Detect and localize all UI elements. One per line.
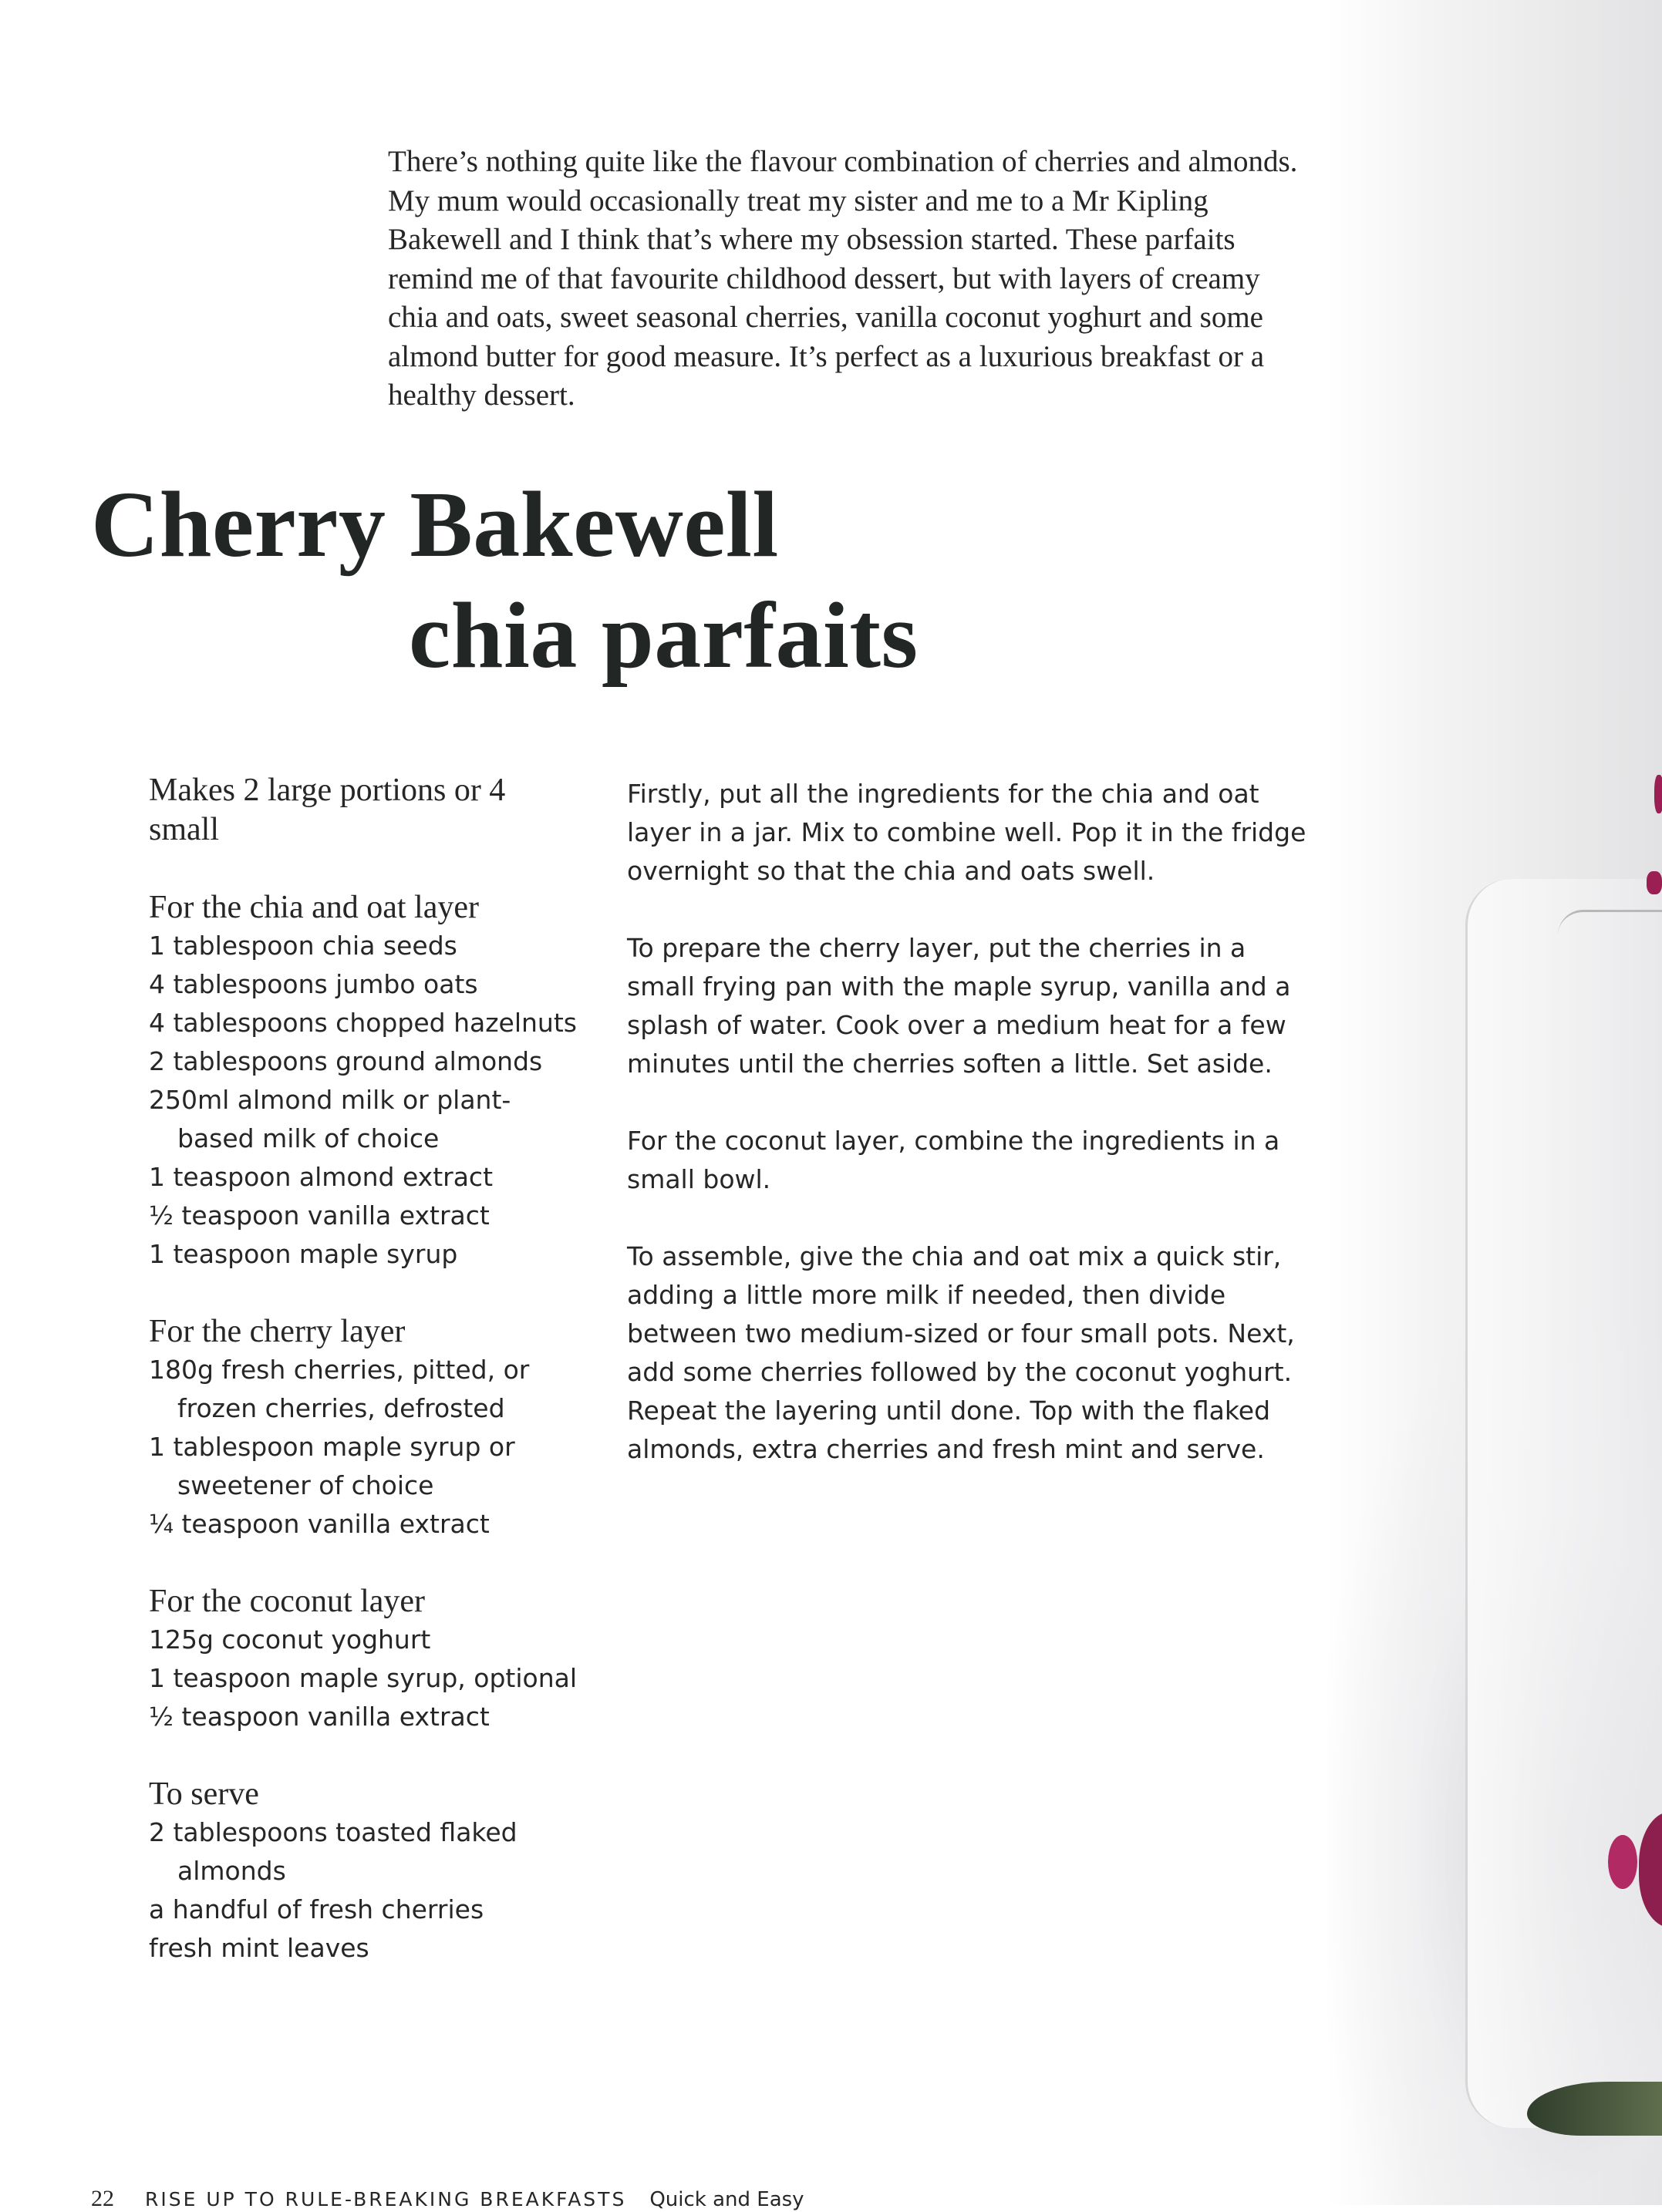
- ingredient-section-cherry: [149, 1312, 581, 1544]
- ingredient-list: [149, 927, 581, 1274]
- method-step: To prepare the cherry layer, put the cherries in a small frying pan with the maple syrup, vanilla and a splash of water. Cook over a medium heat for a few minutes until the cherries soften a little. Set aside.: [627, 933, 1291, 1079]
- cherry-fragment: [1608, 1835, 1637, 1889]
- section-heading: To serve: [149, 1776, 259, 1812]
- page-number: 22: [91, 2186, 114, 2211]
- cherry-fragment: [1654, 775, 1662, 813]
- section-name: Quick and Easy: [649, 2188, 804, 2211]
- section-heading: For the coconut layer: [149, 1584, 426, 1619]
- ingredient-item: 1 tablespoon maple syrup or sweetener of choice: [149, 1432, 515, 1500]
- method-column: [627, 775, 1321, 1507]
- recipe-title-line-1: Cherry Bakewell: [91, 473, 779, 577]
- ingredient-list: [149, 1813, 581, 1968]
- ingredient-item: 1 teaspoon almond extract: [149, 1162, 494, 1192]
- parfait-jar: [1465, 879, 1662, 2128]
- ingredient-section-coconut: [149, 1582, 581, 1736]
- ingredient-item: 2 tablespoons ground almonds: [149, 1046, 543, 1076]
- ingredient-item: ½ teaspoon vanilla extract: [149, 1702, 490, 1732]
- page-footer: [91, 2186, 804, 2212]
- intro-paragraph: There’s nothing quite like the flavour combination of cherries and almonds. My mum would occasionally treat my sister and me to a Mr Kipling Bakewell and I think that’s where my obsession started. These parfaits remind me of that favourite childhood dessert, but with layers of creamy chia and oats, sweet seasonal cherries, vanilla coconut yoghurt and some almond butter for good measure. It’s perfect as a luxurious breakfast or a healthy dessert.: [388, 145, 1298, 412]
- ingredient-item: 1 teaspoon maple syrup, optional: [149, 1663, 578, 1693]
- ingredient-item: ¼ teaspoon vanilla extract: [149, 1509, 490, 1539]
- cherry-parfait-photo: [1327, 0, 1662, 2205]
- ingredient-item: 4 tablespoons chopped hazelnuts: [149, 1008, 577, 1038]
- recipe-title-line-2: chia parfaits: [409, 584, 919, 688]
- ingredient-list: [149, 1351, 581, 1544]
- section-heading: For the chia and oat layer: [149, 890, 479, 925]
- method-step: Firstly, put all the ingredients for the chia and oat layer in a jar. Mix to combine well. Pop it in the fridge overnight so that the chia and oats swell.: [627, 779, 1306, 886]
- ingredient-item: 125g coconut yoghurt: [149, 1624, 431, 1655]
- cherry-fragment: [1647, 871, 1662, 894]
- ingredients-column: [149, 771, 581, 1968]
- ingredient-item: 250ml almond milk or plant-based milk of choice: [149, 1085, 511, 1153]
- ingredient-item: fresh mint leaves: [149, 1933, 369, 1963]
- ingredient-item: 2 tablespoons toasted flaked almonds: [149, 1817, 517, 1886]
- jar-rim: [1558, 910, 1662, 935]
- ingredient-item: 4 tablespoons jumbo oats: [149, 969, 478, 999]
- ingredient-item: 1 teaspoon maple syrup: [149, 1239, 458, 1269]
- method-step: For the coconut layer, combine the ingredients in a small bowl.: [627, 1126, 1280, 1194]
- yield-note: Makes 2 large portions or 4 small: [149, 773, 506, 847]
- ingredient-item: 1 tablespoon chia seeds: [149, 931, 457, 961]
- ingredient-section-to-serve: [149, 1775, 581, 1968]
- ingredient-list: [149, 1621, 581, 1736]
- ingredient-section-chia-oat: [149, 888, 581, 1274]
- method-step: To assemble, give the chia and oat mix a quick stir, adding a little more milk if needed, then divide between two medium-sized or four small pots. Next, add some cherries followed by the coconut yoghurt. Repeat the layering until done. Top with the flaked almonds, extra cherries and fresh mint and serve.: [627, 1241, 1295, 1464]
- ingredient-item: a handful of fresh cherries: [149, 1894, 484, 1924]
- section-heading: For the cherry layer: [149, 1314, 406, 1349]
- ingredient-item: 180g fresh cherries, pitted, or frozen cherries, defrosted: [149, 1355, 530, 1423]
- chapter-title: RISE UP TO RULE-BREAKING BREAKFASTS: [145, 2188, 627, 2210]
- ingredient-item: ½ teaspoon vanilla extract: [149, 1200, 490, 1231]
